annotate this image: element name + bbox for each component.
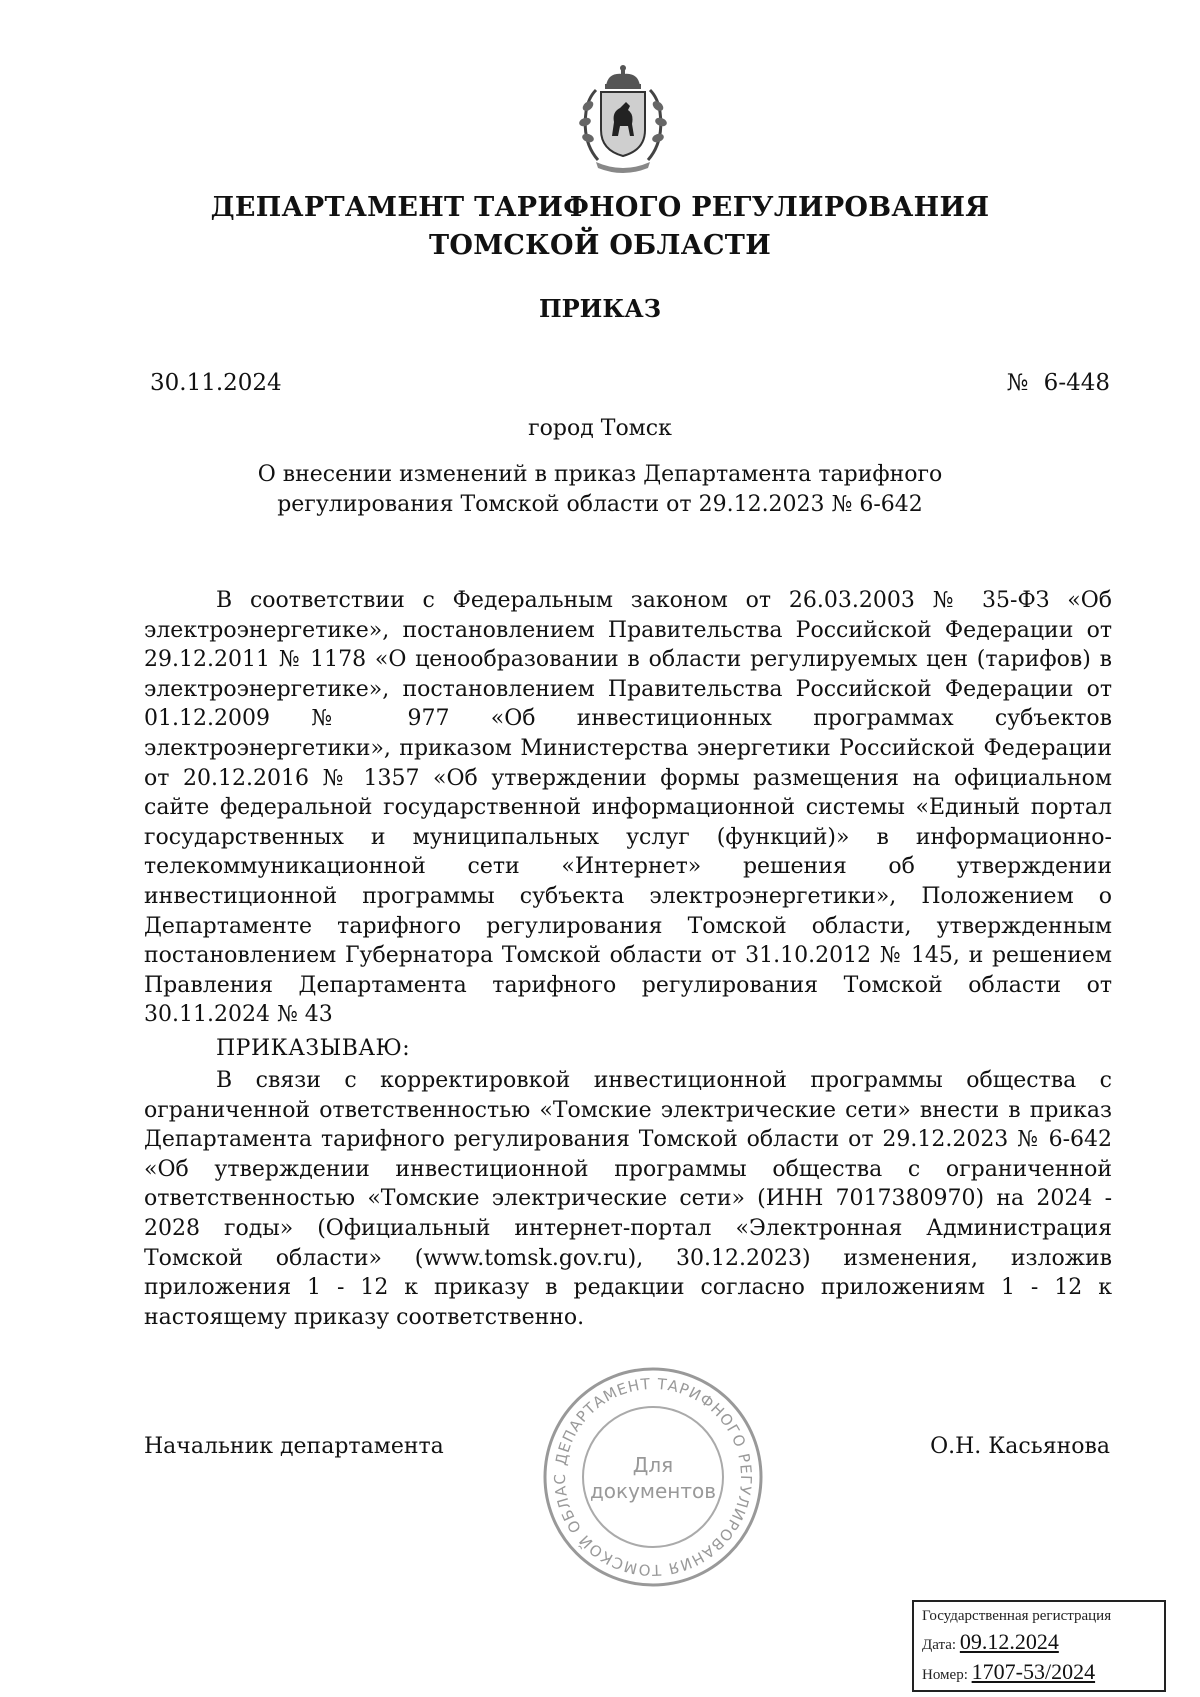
order-paragraph: В связи с корректировкой инвестиционной программы общества с ограниченной ответственностью «Томские электрические сети» внести в приказ Департамента тарифного регулирования Томской области от 29.12.2023 № 6-642 «Об утверждении инвестиционной программы общества с ограниченной ответственностью «Томские электрические сети» (ИНН 7017380970) на 2024 - 2028 годы» (Официальный интернет-портал «Электронная Администрация Томской области» (www.tomsk.gov.ru), 30.12.2023) изменения, изложив приложения 1 - 12 к приказу в редакции согласно приложениям 1 - 12 к настоящему приказу соответственно. [144, 1068, 1112, 1330]
stamp-ring-text: ДЕПАРТАМЕНТ ТАРИФНОГО РЕГУЛИРОВАНИЯ ТОМСКОЙ ОБЛАС [550, 1374, 756, 1580]
order-date: 30.11.2024 [150, 370, 282, 396]
signatory-position: Начальник департамента [144, 1434, 444, 1459]
orders-label: ПРИКАЗЫВАЮ: [216, 1036, 411, 1061]
registration-number-row [922, 1659, 1164, 1685]
registration-date-label: Дата: [922, 1637, 957, 1653]
preamble-paragraph: В соответствии с Федеральным законом от 26.03.2003 № 35-ФЗ «Об электроэнергетике», постановлением Правительства Российской Федерации от 29.12.2011 № 1178 «О ценообразовании в области регулируемых цен (тарифов) в электроэнергетике», постановлением Правительства Российской Федерации от 01.12.2009 № 977 «Об инвестиционных программах субъектов электроэнергетики», приказом Министерства энергетики Российской Федерации от 20.12.2016 № 1357 «Об утверждении формы размещения на официальном сайте федеральной государственной информационной системы «Единый портал государственных и муниципальных услуг (функций)» в информационно-телекоммуникационной сети «Интернет» решения об утверждении инвестиционной программы субъекта электроэнергетики», Положением о Департаменте тарифного регулирования Томской области, утвержденным постановлением Губернатора Томской области от 31.10.2012 № 145, и решением Правления Департамента тарифного регулирования Томской области от 30.11.2024 № 43 [144, 588, 1112, 1028]
subject-line1: О внесении изменений в приказ Департамента тарифного [257, 462, 943, 487]
stamp-center-line2: документов [589, 1479, 717, 1503]
registration-date-value: 09.12.2024 [959, 1629, 1059, 1654]
registration-box [912, 1600, 1166, 1692]
signatory-name: О.Н. Касьянова [930, 1434, 1110, 1459]
registration-number-value: 1707-53/2024 [971, 1659, 1096, 1684]
order-number: № 6-448 [1006, 370, 1110, 396]
city: город Томск [528, 416, 672, 441]
coat-of-arms [568, 62, 678, 174]
registration-title: Государственная регистрация [922, 1608, 1112, 1624]
registration-date-row [922, 1629, 1164, 1655]
registration-number-label: Номер: [922, 1667, 968, 1683]
document-type: ПРИКАЗ [538, 294, 662, 323]
stamp-center-line1: Для [632, 1453, 674, 1477]
official-stamp [540, 1364, 766, 1590]
order-subject [0, 460, 1200, 520]
subject-line2: регулирования Томской области от 29.12.2023 № 6-642 [277, 492, 923, 517]
department-name-line1: ДЕПАРТАМЕНТ ТАРИФНОГО РЕГУЛИРОВАНИЯ [210, 192, 990, 223]
department-name-line2: ТОМСКОЙ ОБЛАСТИ [428, 230, 772, 261]
